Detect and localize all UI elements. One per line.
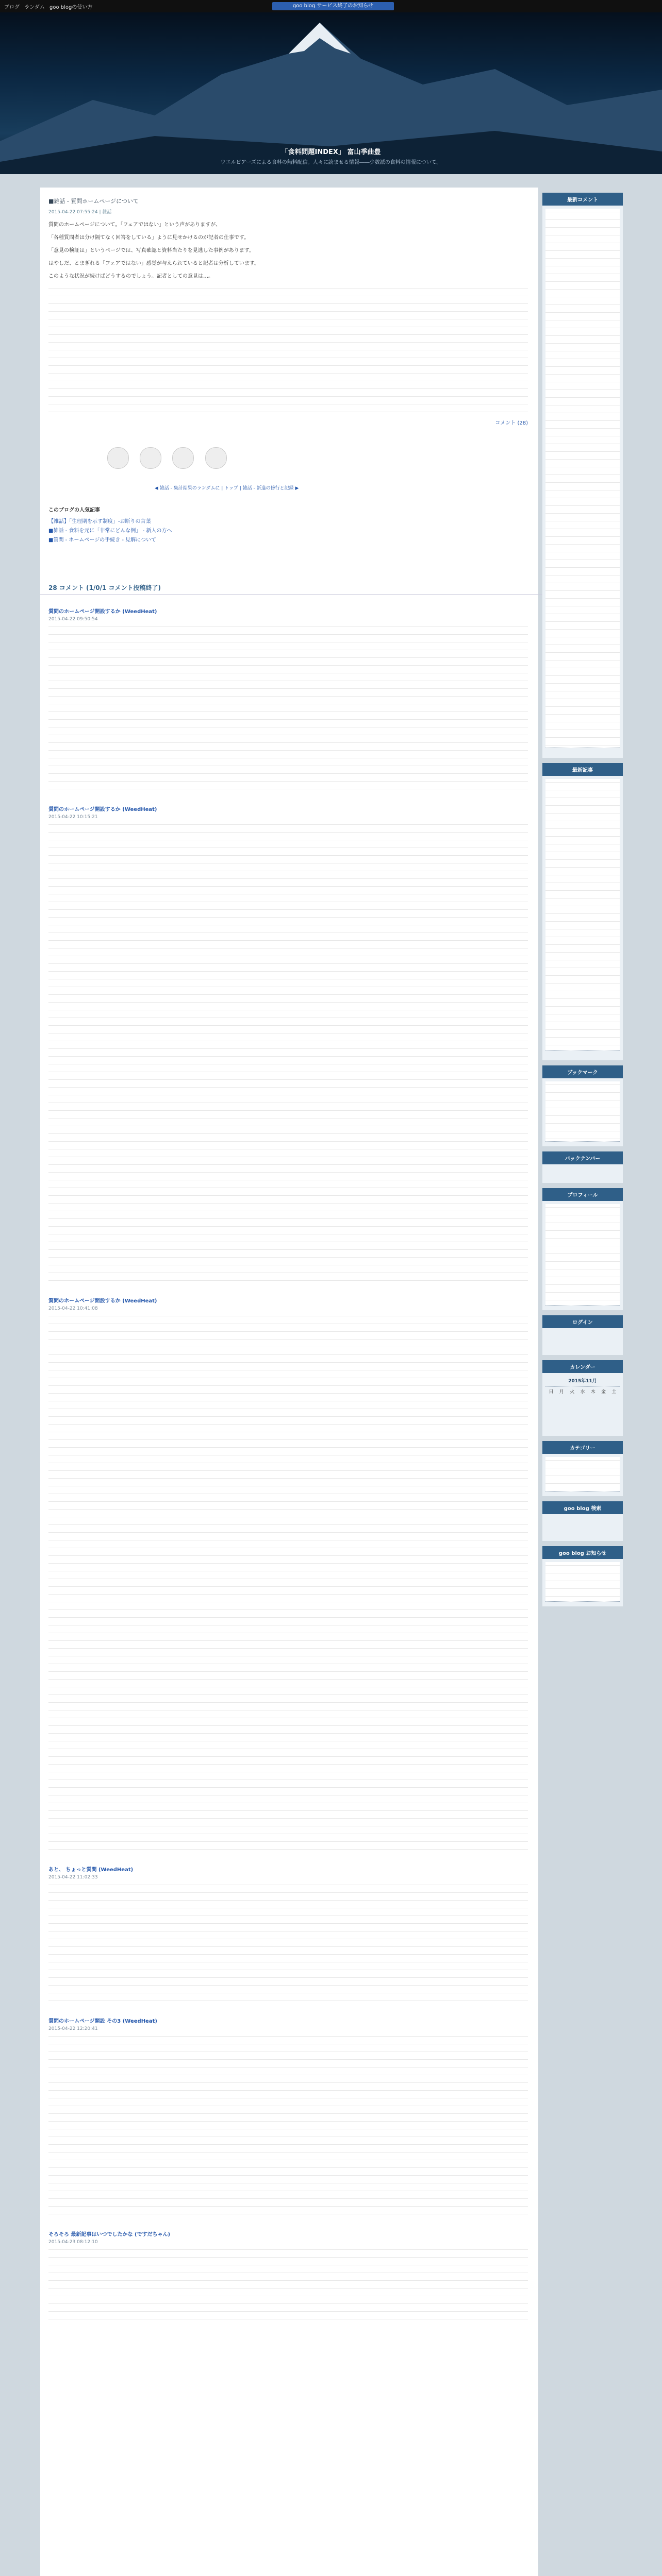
post-paragraph: 「各種質問者は分け隔てなく回答をしている」ように見せかけるのが記者の仕事です。 (48, 235, 250, 241)
comment-author[interactable]: 質問のホームページ開設するか (WeedHeat) (48, 807, 157, 812)
comment-item (48, 806, 528, 1285)
share-icon[interactable] (172, 447, 194, 469)
related-heading: このブログの人気記事 (48, 507, 100, 513)
related-item[interactable]: ■雑話 - 食料を元に「非常にどんな例」 - 新人の方へ (48, 528, 172, 534)
share-buttons (107, 447, 313, 478)
comment-author[interactable]: 質問のホームページ開設 その3 (WeedHeat) (48, 2019, 157, 2024)
calendar (542, 1373, 623, 1436)
bookmark-title: ブックマーク (542, 1065, 623, 1078)
share-icon[interactable] (107, 447, 129, 469)
calendar-day-header: 金 (601, 1389, 606, 1395)
comment-count-link[interactable]: コメント (28) (495, 420, 528, 426)
comment-item (48, 2018, 528, 2218)
calendar-day-header: 火 (570, 1389, 575, 1395)
recent-entries-title: 最新記事 (542, 763, 623, 776)
comment-date: 2015-04-22 11:02:33 (48, 1875, 98, 1880)
comment-date: 2015-04-22 12:20:41 (48, 2026, 98, 2031)
recent-comments-title: 最新コメント (542, 193, 623, 206)
comment-text (48, 1313, 528, 1854)
category-list (542, 1454, 623, 1496)
topbar-link-blog[interactable]: ブログ (4, 5, 20, 10)
recent-comment-items[interactable] (545, 209, 620, 748)
calendar-month: 2015年11月 (545, 1376, 620, 1387)
category-title: カテゴリー (542, 1441, 623, 1454)
calendar-day-header: 月 (559, 1389, 564, 1395)
top-bar-links (4, 3, 95, 10)
post-paragraph: このような状況が続けばどうするのでしょう。記者としての意見は…。 (48, 274, 213, 279)
post-navigation: ◀ 雑話 ‐ 集計結果のランダムに | トップ | 雑話 ‐ 新進の傍行と記録 ▶ (155, 486, 299, 491)
comment-date: 2015-04-22 10:41:08 (48, 1306, 98, 1311)
comment-text (48, 2033, 528, 2218)
blog-subtitle: ウエルビアーズによる食料の無料配信。人々に読ませる情報――少数派の食料の情報について。 (220, 160, 442, 165)
profile-title: プロフィール (542, 1188, 623, 1201)
news-title: goo blog お知らせ (542, 1546, 623, 1559)
post-date: 2015-04-22 07:55:24 | 雑話 (48, 210, 112, 215)
comment-author[interactable]: そろそろ 最新記事はいつでしたかな (ですだちゃん) (48, 2232, 171, 2238)
related-posts (48, 506, 172, 545)
share-icon[interactable] (205, 447, 227, 469)
topbar-link-random[interactable]: ランダム (24, 5, 45, 10)
comment-author[interactable]: 質問のホームページ開設するか (WeedHeat) (48, 1298, 157, 1304)
profile-text (545, 1204, 620, 1306)
sidebar (542, 188, 623, 1606)
calendar-day-header: 日 (549, 1389, 554, 1395)
search-box[interactable] (542, 1514, 623, 1541)
post-paragraph: 質問のホームページについて。「フェアではない」という声がありますが、 (48, 222, 221, 228)
next-post-link[interactable]: 雑話 ‐ 新進の傍行と記録 ▶ (242, 486, 299, 491)
share-icon[interactable] (140, 447, 161, 469)
recent-comments-list (542, 206, 623, 758)
comment-item (48, 1866, 528, 2005)
backnumber-title: バックナンバー (542, 1151, 623, 1164)
calendar-day-header: 土 (611, 1389, 617, 1395)
post-title[interactable]: ■雑話 - 質問ホームページについて (48, 198, 139, 205)
comment-date: 2015-04-22 10:15:21 (48, 815, 98, 820)
comment-text (48, 821, 528, 1285)
comment-item (48, 2231, 528, 2324)
comments-header: 28 コメント (1/0/1 コメント投稿終了) (40, 583, 547, 595)
login-title: ログイン (542, 1315, 623, 1328)
news-list (542, 1559, 623, 1606)
comment-date: 2015-04-23 08:12:10 (48, 2240, 98, 2245)
comment-date: 2015-04-22 09:50:54 (48, 617, 98, 622)
comment-text (48, 1882, 528, 2005)
category-items[interactable] (545, 1457, 620, 1492)
blog-header (0, 12, 662, 174)
comment-item (48, 1297, 528, 1854)
recent-entry-items[interactable] (545, 779, 620, 1050)
prev-post-link[interactable]: ◀ 雑話 ‐ 集計結果のランダムに (155, 486, 220, 491)
login-body[interactable] (542, 1328, 623, 1355)
comment-text (48, 2246, 528, 2324)
comment-text (48, 623, 528, 793)
news-items[interactable] (545, 1562, 620, 1602)
top-link[interactable]: トップ (224, 486, 238, 491)
bookmark-items[interactable] (545, 1081, 620, 1142)
post-body-text (48, 285, 528, 419)
calendar-day-header: 水 (580, 1389, 585, 1395)
post-paragraph: はやしだ、とまぎれる「フェアではない」感覚が与えられていると記者は分析しています。 (48, 261, 259, 266)
profile-body (542, 1201, 623, 1310)
comment-item (48, 608, 528, 793)
blog-title[interactable]: 「食料問題INDEX」 富山季曲豊 (281, 148, 381, 156)
comment-author[interactable]: 質問のホームページ開設するか (WeedHeat) (48, 609, 157, 615)
topbar-link-howto[interactable]: goo blogの使い方 (49, 5, 93, 10)
comment-list (48, 608, 528, 2336)
recent-entries-list (542, 776, 623, 1060)
search-title: goo blog 検索 (542, 1501, 623, 1514)
comment-author[interactable]: あと、 ちょっと質問 (WeedHeat) (48, 1867, 134, 1873)
related-item[interactable]: ■質問 - ホームページの手続き - 見解について (48, 537, 156, 543)
bookmark-list (542, 1078, 623, 1146)
backnumber-select[interactable] (542, 1164, 623, 1183)
post-paragraph: 「意見の検証は」というページでは、写真確認と資料当たりを見逃した事例があります。 (48, 248, 254, 253)
top-bar (0, 0, 662, 12)
calendar-title: カレンダー (542, 1360, 623, 1373)
related-item[interactable]: 【雑話】「生理期を示す制度」-お断りの言葉 (48, 519, 151, 524)
calendar-day-header: 木 (590, 1389, 595, 1395)
service-end-notice[interactable]: goo blog サービス終了のお知らせ (272, 2, 394, 10)
calendar-grid (545, 1387, 620, 1397)
post-body (48, 221, 528, 428)
